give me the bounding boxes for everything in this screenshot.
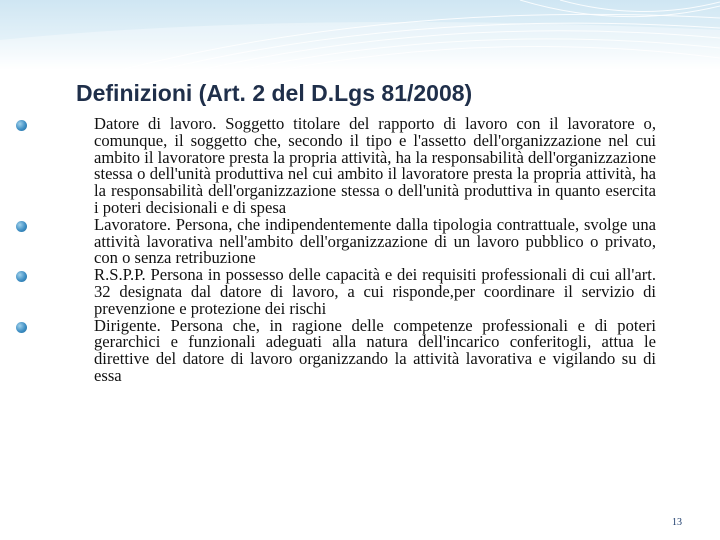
swoosh-decoration-icon [0, 0, 720, 70]
header-decoration [0, 0, 720, 70]
definition-text: Dirigente. Persona che, in ragione delle competenze professionali e di poteri gerarchici e funzionali adeguati alla natura dell'incarico conferitogli, attua le direttive del datore di lavoro organizzando la attività lavorativa e vigilando su di essa [94, 315, 656, 385]
slide-title: Definizioni (Art. 2 del D.Lgs 81/2008) [76, 80, 473, 106]
round-blue-bullet-icon [16, 322, 27, 333]
list-item [16, 267, 656, 317]
list-item [16, 214, 656, 268]
definitions-list [16, 116, 656, 385]
definition-text: Datore di lavoro. Soggetto titolare del rapporto di lavoro con il lavoratore o, comunque, il soggetto che, secondo il tipo e l'assetto dell'organizzazione nel cui ambito il lavoratore presta la propria attività, ha la responsabilità dell'organizzazione stessa o dell'unità produttiva nel cui ambito il lavoratore presta la propria attività, ha la responsabilità dell'organizzazione stessa o dell'unità produttiva in quanto esercita i poteri decisionali e di spesa [94, 114, 656, 217]
round-blue-bullet-icon [16, 271, 27, 282]
definition-text: R.S.P.P. Persona in possesso delle capacità e dei requisiti professionali di cui all'art. 32 designata dal datore di lavoro, a cui risponde,per coordinare il servizio di prevenzione e protezione dei rischi [94, 265, 656, 318]
definition-text: Lavoratore. Persona, che indipendentemente dalla tipologia contrattuale, svolge una attività lavorativa nell'ambito dell'organizzazione di un lavoro pubblico o privato, con o senza retribuzione [94, 214, 656, 268]
round-blue-bullet-icon [16, 120, 27, 131]
list-item [16, 315, 656, 385]
page-number: 13 [672, 517, 682, 528]
round-blue-bullet-icon [16, 221, 27, 232]
list-item [16, 116, 656, 217]
